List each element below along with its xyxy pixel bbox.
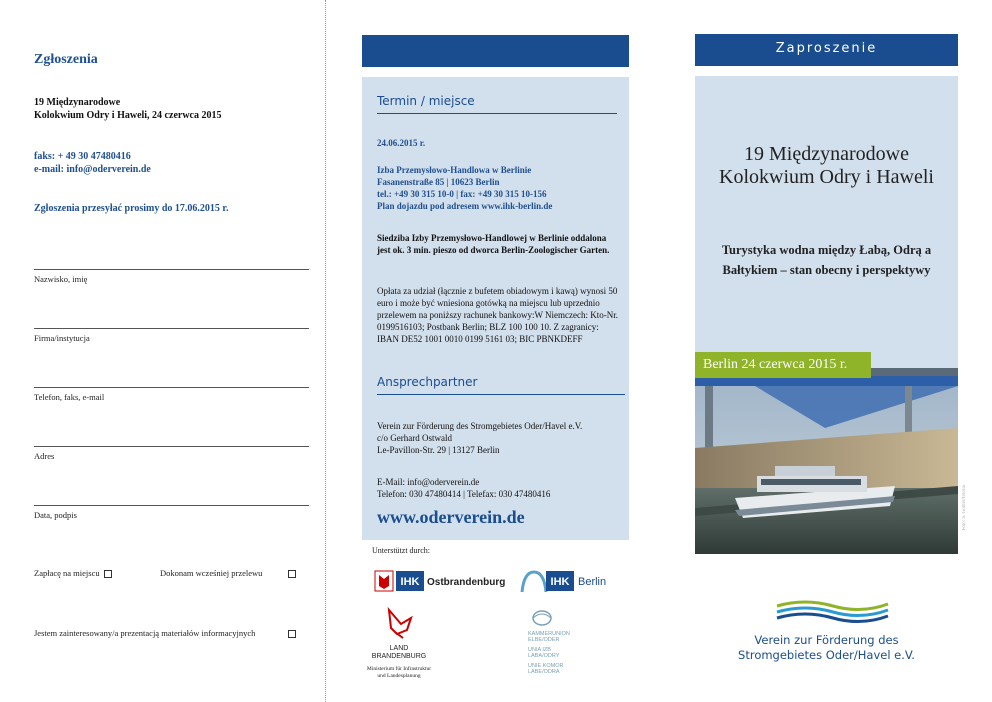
event-date: 24.06.2015 r.	[377, 138, 426, 148]
phone-field-line[interactable]	[34, 387, 309, 388]
fold-line	[325, 0, 326, 702]
venue-note: Siedziba Izby Przemysłowo-Handlowej w Berlinie oddalona jest ok. 3 min. pieszo od dworca Berlin-Zoologischer Garten.	[377, 233, 610, 255]
kam-text-3: UNIA IZB	[528, 647, 551, 653]
company-field-label: Firma/instytucja	[34, 333, 90, 343]
boat-bridge-photo	[695, 368, 958, 554]
bb-land-text: LAND	[389, 645, 409, 652]
kam-text-1: KAMMERUNION	[528, 631, 570, 637]
section-heading-contact: Ansprechpartner	[377, 375, 478, 389]
fax-number: faks: + 49 30 47480416	[34, 151, 131, 162]
bb-ministry-text: Ministerium für Infrastruktur	[366, 666, 432, 672]
ihk2-name-text: Berlin	[578, 576, 607, 588]
kammerunion-logo	[520, 608, 600, 683]
phone-field-label: Telefon, faks, e-mail	[34, 392, 105, 402]
address-field-line[interactable]	[34, 446, 309, 447]
bb-ministry-text-2: und Landesplanung	[377, 673, 421, 679]
ihk-ostbrandenburg-logo	[375, 570, 506, 592]
bb-brandenburg-text: BRANDENBURG	[371, 653, 427, 660]
materials-label: Jestem zainteresowany/a prezentacją materiałów informacyjnych	[34, 628, 256, 638]
photo-credit: Foto: S. Göhler/fotolia	[962, 485, 967, 531]
ihk-berlin-logo	[520, 568, 630, 594]
transfer-checkbox[interactable]	[288, 568, 296, 578]
divider	[377, 113, 617, 114]
checkbox-icon[interactable]	[104, 570, 112, 578]
kam-text-2: ELBE/ODER	[528, 637, 560, 643]
ihk1-ihk-text: IHK	[400, 576, 420, 588]
contact-email-phone: E-Mail: info@oderverein.de Telefon: 030 47480414 | Telefax: 030 47480416	[377, 477, 551, 499]
date-signature-field-label: Data, podpis	[34, 510, 77, 520]
name-field-line[interactable]	[34, 269, 309, 270]
email-address: e-mail: info@oderverein.de	[34, 164, 151, 175]
date-badge: Berlin 24 czerwca 2015 r.	[695, 352, 871, 378]
materials-checkbox[interactable]	[288, 628, 296, 638]
ihk1-name-text: Ostbrandenburg	[427, 577, 506, 588]
supported-by-label: Unterstützt durch:	[372, 546, 430, 555]
cover-subtitle: Turystyka wodna między Łabą, Odrą a Bałtykiem – stan obecny i perspektywy	[721, 243, 932, 277]
kam-text-6: LABE/ODRA	[528, 669, 560, 675]
section-heading-venue: Termin / miejsce	[377, 94, 475, 108]
cover-organization: Verein zur Förderung des Stromgebietes Oder/Havel e.V.	[738, 633, 915, 662]
date-signature-field-line[interactable]	[34, 505, 309, 506]
registration-contact	[34, 150, 151, 176]
invitation-header: Zaproszenie	[695, 34, 958, 66]
pay-onsite-checkbox[interactable]: Zapłacę na miejscu	[34, 568, 112, 578]
middle-header-bar	[362, 35, 629, 67]
name-field-label: Nazwisko, imię	[34, 274, 88, 284]
ihk2-ihk-text: IHK	[550, 576, 570, 588]
land-brandenburg-logo	[366, 606, 465, 686]
oderverein-wave-logo	[775, 598, 890, 624]
kam-text-4: LABA/ODRY	[528, 653, 560, 659]
contact-organization: Verein zur Förderung des Stromgebietes Oder/Havel e.V. c/o Gerhard Ostwald Le-Pavillon-Str. 29 | 13127 Berlin	[377, 421, 583, 455]
fee-info: Opłata za udział (łącznie z bufetem obiadowym i kawą) wynosi 50 euro i może być wniesiona gotówką na miejscu lub uprzednio przelewem na poniższy rachunek bankowy:W Niemczech: Kto-Nr. 0199516103; Postbank Berlin; BLZ 100 100 10. Z zagranicy: IBAN DE52 1001 0010 0199 5161 03; BIC PBNKDEFF	[377, 286, 618, 344]
address-field-label: Adres	[34, 451, 55, 461]
checkbox-icon[interactable]	[288, 570, 296, 578]
divider	[377, 394, 625, 395]
registration-deadline: Zgłoszenia przesyłać prosimy do 17.06.2015 r.	[34, 203, 229, 214]
registration-title: Zgłoszenia	[34, 52, 98, 67]
kam-text-5: UNIE KOMOR	[528, 663, 564, 669]
transfer-label: Dokonam wcześniej przelewu	[160, 568, 263, 578]
website-link[interactable]: www.oderverein.de	[377, 507, 525, 527]
venue-details: Izba Przemysłowo-Handlowa w Berlinie Fasanenstraße 85 | 10623 Berlin tel.: +49 30 315 10-0 | fax: +49 30 315 10-156 Plan dojazdu pod adresem www.ihk-berlin.de	[377, 165, 553, 211]
company-field-line[interactable]	[34, 328, 309, 329]
cover-title: 19 Międzynarodowe Kolokwium Odry i Haweli	[719, 143, 934, 188]
event-name: 19 Międzynarodowe Kolokwium Odry i Haweli, 24 czerwca 2015	[34, 97, 222, 121]
checkbox-icon[interactable]	[288, 630, 296, 638]
